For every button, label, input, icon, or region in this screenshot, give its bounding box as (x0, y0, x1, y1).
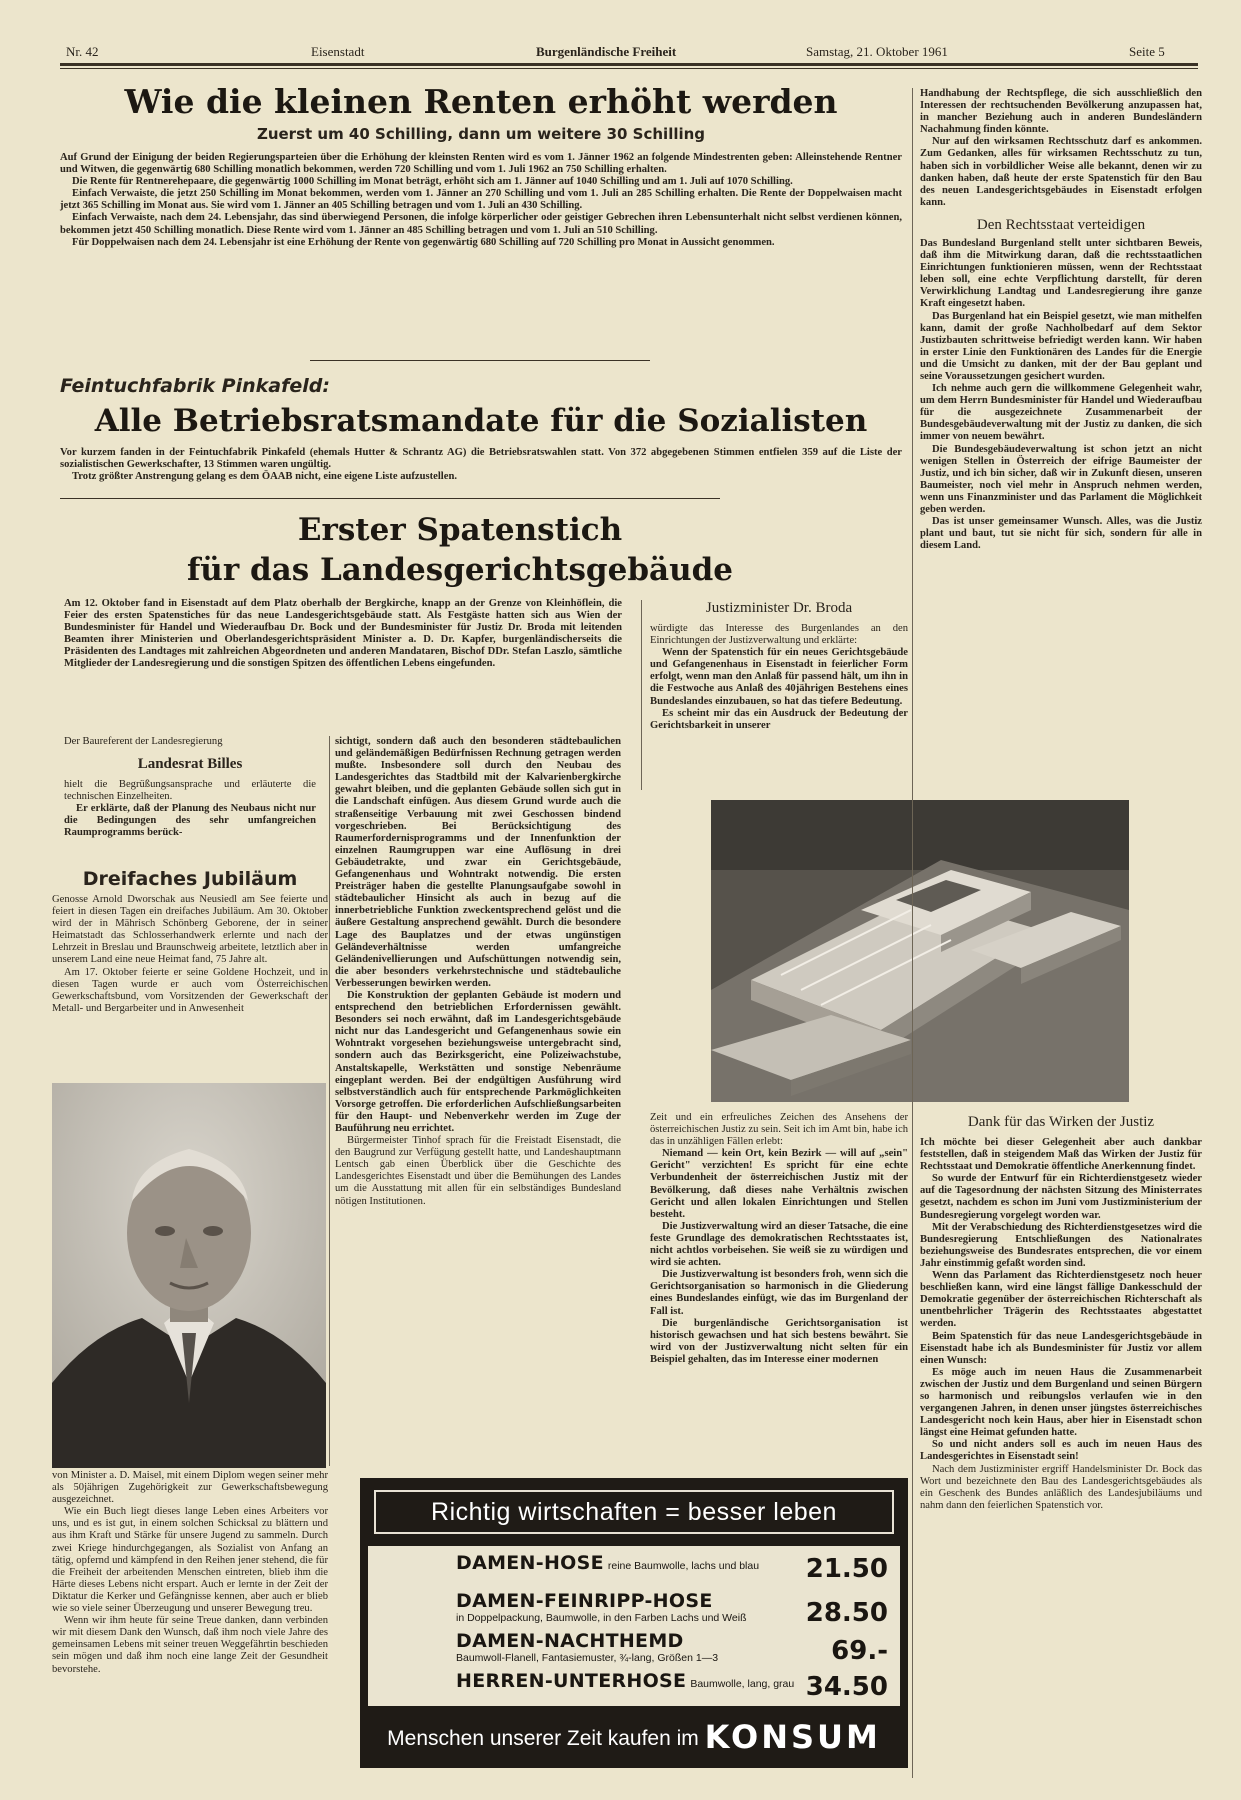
ad-item-desc: reine Baumwolle, lachs und blau (607, 1560, 760, 1572)
ad-slogan-bottom (368, 1714, 900, 1760)
right-paragraph: Beim Spatenstich für das neue Landesgerichtsgebäude in Eisenstadt habe ich als Bundesminister für Justiz vor allem einen Wunsch: (920, 1330, 1202, 1366)
right-paragraph: Wenn das Parlament das Richterdienstgesetz noch heuer beschließen kann, wird eine längst fällige Dankesschuld der Demokratie gegenüber der österreichischen Richterschaft als unentbehrlicher Trägerin des Rechtsstaates abgestattet werden. (920, 1270, 1202, 1330)
right-paragraph: Nur auf den wirksamen Rechtsschutz darf es ankommen. Zum Gedanken, alles für wirksamen Rechtsschutz zu tun, haben sich in vorbildlicher Weise alle bekannt, denen wir zu danken haben, daß heute der erste Spatenstich für den Bau des neuen Landesgerichtsgebäudes in Eisenstadt erfolgen kann. (920, 136, 1202, 208)
spatenstich-lead-text: Am 12. Oktober fand in Eisenstadt auf dem Platz oberhalb der Bergkirche, knapp an der Grenze von Kleinhöflein, die Feier des ersten Spatenstiches für das neue Landesgerichtsgebäude statt. Als Festgäste hatten sich aus Wien der Bundesminister für Handel und Wiederaufbau Dr. Bock und der Bundesminister für Justiz Dr. Broda mit leitenden Beamten ihrer Ministerien und Oberlandesgerichtspräsident Minister a. D. Dr. Kapfer, burgenländischerseits die Präsidenten des Landtages mit zahlreichen Abgeordneten und anderen Mandataren, Bischof DDr. Stefan Laszlo, sämtliche Mitglieder der Landesregierung und die sonstigen Spitzen des öffentlichen Lebens eingefunden. (64, 598, 622, 670)
column-rule (912, 88, 913, 1778)
subhead-dank: Dank für das Wirken der Justiz (967, 1114, 1155, 1130)
ad-item-price: 28.50 (805, 1598, 888, 1628)
ad-item (456, 1670, 888, 1706)
right-paragraph: Ich nehme auch gern die willkommene Gelegenheit wahr, um dem Herrn Bundesminister für Handel und Wiederaufbau für die ausgezeichnete Zusammenarbeit der Bundesgebäudeverwaltung mit der Justiz zu danken, die sich immer von neuem bewährt. (920, 383, 1202, 443)
spatenstich-col3-paragraph: Es scheint mir das ein Ausdruck der Bedeutung der Gerichtsbarkeit in unserer (650, 707, 908, 731)
spatenstich-col3b-paragraph: Zeit und ein erfreuliches Zeichen des Ansehens der österreichischen Justiz zu sein. Seit ich im Amt bin, habe ich das in unzähligen Fällen erlebt: (650, 1112, 908, 1148)
header-page: Seite 5 (1129, 44, 1165, 59)
ad-item-price: 69.- (831, 1636, 888, 1666)
feintuch-article (60, 375, 902, 483)
jubilaeum-paragraph: Genosse Arnold Dworschak aus Neusiedl am See feierte und feiert in diesen Tagen ein dreifaches Jubiläum. Am 30. Oktober wird der in Mährisch Schönberg Geborene, der in seiner Heimatstadt das Schlosserhandwerk erlernte und nach der Lehrzeit in Breslau und Braunschweig arbeitete, letztlich aber in unserem Land eine neue Heimat fand, 75 Jahre alt. (52, 894, 328, 966)
renten-paragraph: Für Doppelwaisen nach dem 24. Lebensjahr ist eine Erhöhung der Rente von gegenwärtig 680 Schilling auf 720 Schilling pro Monat in Aussicht genommen. (72, 236, 775, 248)
spatenstich-lead (64, 598, 622, 671)
jubilaeum-headline: Dreifaches Jubiläum (82, 868, 298, 890)
column-rule (641, 600, 642, 790)
right-paragraph: Es möge auch im neuen Haus die Zusammenarbeit zwischen der Justiz und dem Burgenland und seinen Bürgern so harmonisch und reibungslos verlaufen wie in den vergangenen Jahren, in denen unser jüngstes österreichisches Landesgericht noch kein Haus, aber hier in Eisenstadt schon längst eine Heimat gefunden hatte. (920, 1366, 1202, 1439)
ad-item-name: HERREN-UNTERHOSE (456, 1670, 687, 1692)
renten-headline: Wie die kleinen Renten erhöht werden (124, 82, 838, 121)
konsum-ad (360, 1478, 908, 1768)
jubilaeum-article (52, 868, 328, 1015)
ad-item-name: DAMEN-FEINRIPP-HOSE (456, 1590, 713, 1612)
column-rule (329, 736, 330, 1466)
spatenstich-col3b-paragraph: Die Justizverwaltung ist besonders froh, wenn sich die Gerichtsorganisation so harmonisch in die Gliederung eines Bundeslandes einfügt, wie das im Burgenland der Fall ist. (650, 1269, 908, 1317)
header-date: Samstag, 21. Oktober 1961 (806, 44, 948, 59)
spatenstich-col3b-paragraph: Die Justizverwaltung wird an dieser Tatsache, die eine feste Grundlage des demokratischen Rechtsstaates ist, nicht achtlos vorbeisehen. Sie weiß sie zu würdigen und wird sie achten. (650, 1220, 908, 1269)
spatenstich-col3-paragraph: Wenn der Spatenstich für ein neues Gerichtsgebäude und Gefangenenhaus in Eisenstadt in feierlicher Form erfolgt, wenn man den Anlaß für passend hält, um ihn in die Festwoche aus Anlaß des 40jährigen Bestehens eines Bundeslandes einzubauen, so hat das tiefere Bedeutung. (650, 647, 908, 707)
jubilaeum-paragraph: Am 17. Oktober feierte er seine Goldene Hochzeit, und in diesen Tagen wurde er auch vom Österreichischen Gewerkschaftsbund, vom Vorsitzenden der Gewerkschaft der Metall- und Bergarbeiter und in Anwesenheit (52, 966, 328, 1014)
spatenstich-col2-paragraph: Die Konstruktion der geplanten Gebäude ist modern und entsprechend den betrieblichen Erfordernissen gewählt. Besonders sei noch erwähnt, daß im Landesgerichtsgebäude nicht nur das Landesgericht und Gefangenenhaus sowie ein Wohntrakt vorgesehen beziehungsweise untergebracht sind, sondern auch das Bezirksgericht, eine Polizeiwachstube, Anstaltskapelle, Werkstätten und sonstige Nebenräume eingeplant werden. Bei der endgültigen Ausführung wird selbstverständlich auch für entsprechende Parkmöglichkeiten Vorsorge getroffen. Die erforderlichen Aufschließungsarbeiten für den Haupt- und Nebenverkehr werden im Zuge der Bauführung neu errichtet. (335, 989, 621, 1134)
spatenstich-headline-line1: Erster Spatenstich (297, 512, 623, 548)
header-city: Eisenstadt (311, 44, 365, 59)
spatenstich-col3 (650, 600, 908, 732)
spatenstich-headline (140, 510, 780, 590)
header-paper-name: Burgenländische Freiheit (536, 44, 677, 59)
ad-item-desc: Baumwolle, lang, grau (690, 1678, 795, 1690)
spatenstich-subhead-billes: Landesrat Billes (137, 756, 243, 773)
renten-paragraph: Einfach Verwaiste, nach dem 24. Lebensjahr, das sind überwiegend Personen, die infolge körperlicher oder geistiger Gebrechen ihren Lebensunterhalt nicht selbst verdienen können, bekommen jetzt 450 Schilling monatlich. Diese Rente wird vom 1. Jänner an 485 Schilling betragen und vom 1. Juli an 510 Schilling. (60, 212, 902, 236)
right-paragraph: So wurde der Entwurf für ein Richterdienstgesetz wieder auf die Tagesordnung der nächsten Sitzung des Ministerrates gesetzt, nachdem es schon im Juni vom Justizministerium der Bundesregierung vorgelegt worden war. (920, 1173, 1202, 1221)
ad-item-price: 34.50 (805, 1672, 888, 1702)
renten-paragraph: Einfach Verwaiste, die jetzt 250 Schilling im Monat bekommen, werden vom 1. Jänner an 270 Schilling und vom 1. Juli an 285 Schilling erhalten. Die Rente der Doppelwaisen macht jetzt 365 Schilling im Monat aus. Sie wird vom 1. Jänner an 405 Schilling betragen und vom 1. Juli an 430 Schilling. (60, 188, 902, 212)
section-divider (310, 360, 650, 361)
right-paragraph: Das ist unser gemeinsamer Wunsch. Alles, was die Justiz plant und baut, tut sie nicht für sich, sondern für alle in diesem Land. (920, 516, 1202, 552)
right-paragraph: Mit der Verabschiedung des Richterdienstgesetzes wird die Bundesregierung Entschließungen des Nationalrates beziehungsweise des Bundesrates entsprechen, die vor einem Jahr einstimmig gefaßt worden sind. (920, 1221, 1202, 1269)
right-paragraph: Handhabung der Rechtspflege, die sich ausschließlich den Interessen der rechtsuchenden Bevölkerung anzupassen hat, in mancher Beziehung auch in anderen Bundesländern Nachahmung finden könnte. (920, 88, 1202, 136)
jubilaeum-paragraph: Wie ein Buch liegt dieses lange Leben eines Arbeiters vor uns, und es ist gut, in einem solchen Schicksal zu blättern und aus ihm Kraft und Stärke für unsere Jugend zu sammeln. Durch zwei Kriege hindurchgegangen, als Sozialist von Anfang an tätig, opfernd und kämpfend in den Reihen jener stehend, die für die Freiheit der arbeitenden Menschen eintreten, blieb ihm die Härte dieses Lebens nicht erspart. Auch er lernte in der Zeit der Diktatur die Kerker und Gefängnisse kennen, aber auch er blieb wie so viele seiner Überzeugung und unserer Bewegung treu. (52, 1506, 328, 1615)
feintuch-paragraph: Vor kurzem fanden in der Feintuchfabrik Pinkafeld (ehemals Hutter & Schrantz AG) die Betriebsratswahlen statt. Von 372 abgegebenen Stimmen entfielen 359 auf die Liste der sozialistischen Gewerkschafter, 13 Stimmen waren ungültig. (60, 447, 902, 471)
renten-paragraph: Auf Grund der Einigung der beiden Regierungsparteien über die Erhöhung der kleinsten Renten wird es vom 1. Jänner 1962 an folgende Mindestrenten geben: Alleinstehende Rentner und Witwen, die gegenwärtig 680 Schilling monatlich bekommen, werden 720 Schilling und vom 1. Juli 1962 an 750 Schilling erhalten. (60, 152, 902, 176)
ad-item-name: DAMEN-NACHTHEMD (456, 1630, 684, 1652)
right-column-bottom (920, 1114, 1202, 1512)
spatenstich-intro: Der Baureferent der Landesregierung (64, 736, 223, 747)
issue-number: Nr. 42 (66, 44, 99, 59)
right-paragraph: Das Bundesland Burgenland stellt unter sichtbaren Beweis, daß ihm die Mitwirkung daran, daß die rechtsstaatlichen Einrichtungen funktionieren müssen, wenn der Rechtsstaat leben soll, eine echte Verpflichtung darstellt, für deren Verwirklichung Landtag und Landesregierung ihre ganze Kraft eingesetzt haben. (920, 237, 1202, 310)
spatenstich-col2-paragraph: Bürgermeister Tinhof sprach für die Freistadt Eisenstadt, die den Baugrund zur Verfügung gestellt hatte, und Landeshauptmann Lentsch gab einen Überblick über die Geschichte des Landesgerichtes Eisenstadt und über die Bemühungen des Landes um die Ausstattung mit allen für ein selbständiges Bundesland nötigen Institutionen. (335, 1135, 621, 1207)
spatenstich-headline-line2: für das Landesgerichtsgebäude (186, 552, 734, 588)
building-model-photo (711, 800, 1129, 1102)
ad-item-desc: in Doppelpackung, Baumwolle, in den Farben Lachs und Weiß (456, 1612, 747, 1624)
ad-items (368, 1546, 900, 1706)
portrait-photo (52, 1083, 326, 1468)
spatenstich-col1-paragraph: hielt die Begrüßungsansprache und erläuterte die technischen Einzelheiten. (64, 779, 316, 803)
ad-item (456, 1590, 888, 1626)
ad-item-desc: Baumwoll-Flanell, Fantasiemuster, ¾-lang, Größen 1—3 (456, 1652, 719, 1664)
jubilaeum-paragraph: Wenn wir ihm heute für seine Treue danken, dann verbinden wir mit diesem Dank den Wunsch, daß ihm noch viele Jahre des gemeinsamen Lebens mit seiner treuen Weggefährtin beschieden sein mögen und daß ihm noch eine lange Zeit der Gesundheit bevorstehe. (52, 1615, 328, 1675)
feintuch-kicker: Feintuchfabrik Pinkafeld: (60, 375, 330, 397)
ad-item-name: DAMEN-HOSE (456, 1552, 604, 1574)
page-header (66, 42, 1194, 62)
right-paragraph: Ich möchte bei dieser Gelegenheit aber auch dankbar feststellen, daß in steigendem Maß das Wirken der Justiz für Rechtsstaat und Demokratie öffentliche Anerkennung findet. (920, 1137, 1202, 1173)
right-paragraph: Die Bundesgebäudeverwaltung ist schon jetzt an nicht wenigen Stellen in Österreich der eifrige Baumeister der Justiz, und ich bin sicher, daß wir in Zukunft diesen, unseren Baumeister, noch viel mehr in Anspruch nehmen werden, wenn uns Finanzminister und das Parlament die Möglichkeit geben werden. (920, 443, 1202, 515)
spatenstich-subhead-broda: Justizminister Dr. Broda (705, 600, 853, 616)
feintuch-paragraph: Trotz größter Anstrengung gelang es dem ÖAAB nicht, eine eigene Liste aufzustellen. (72, 471, 457, 483)
jubilaeum-continued (52, 1470, 328, 1676)
feintuch-headline: Alle Betriebsratsmandate für die Sozialisten (94, 403, 868, 439)
renten-paragraph: Die Rente für Rentnerehepaare, die gegenwärtig 1000 Schilling im Monat beträgt, erhöht sich am 1. Jänner auf 1040 Schilling und am 1. Juli auf 1070 Schilling. (72, 176, 793, 188)
section-divider (60, 498, 720, 499)
spatenstich-col3b-paragraph: Niemand — kein Ort, kein Bezirk — will auf „sein" Gericht" verzichten! Es spricht für eine echte Verbundenheit der österreichischen Justiz mit der Bevölkerung, daß dieses nahe Verhältnis zwischen Gericht und allen lokalen Einrichtungen und Stellen besteht. (650, 1148, 908, 1220)
spatenstich-col1-paragraph: Er erklärte, daß der Planung des Neubaus nicht nur die Bedingungen des sehr umfangreichen Raumprogramms berück- (64, 803, 316, 839)
spatenstich-col1 (64, 736, 316, 840)
right-paragraph: So und nicht anders soll es auch im neuen Haus des Landesgerichtes in Eisenstadt sein! (920, 1439, 1202, 1463)
header-rule-thin (60, 68, 1198, 69)
right-paragraph: Nach dem Justizminister ergriff Handelsminister Dr. Bock das Wort und bezeichnete den Bau des Landesgerichtsgebäudes als ein Geschenk des Bundes anläßlich des Landesjubiläums und nahm dann den feierlichen Spatenstich vor. (920, 1463, 1202, 1511)
konsum-logo: KONSUM (704, 1718, 881, 1756)
ad-slogan-bottom-text: Menschen unserer Zeit kaufen im (387, 1727, 699, 1750)
right-paragraph: Das Burgenland hat ein Beispiel gesetzt, wie man mithelfen kann, damit der große Nachholbedarf auf dem Sektor Justizbauten schrittweise befriedigt werden kann. Wir haben in erster Linie den Funktionären des Landes für die Energie und die Umsicht zu danken, mit der der Bau geplant und seine Voraussetzungen gesichert wurden. (920, 310, 1202, 382)
spatenstich-col3b (650, 1112, 908, 1366)
subhead-rechtsstaat: Den Rechtsstaat verteidigen (976, 216, 1146, 233)
ad-slogan-top: Richtig wirtschaften = besser leben (374, 1490, 894, 1534)
renten-subhead: Zuerst um 40 Schilling, dann um weitere 30 Schilling (256, 125, 706, 143)
ad-item (456, 1630, 888, 1666)
spatenstich-col3b-paragraph: Die burgenländische Gerichtsorganisation ist historisch gewachsen und hat sich bestens bewährt. Sie wird von der Justizverwaltung nicht selten für ein Beispiel gehalten, das im Interesse einer modernen (650, 1317, 908, 1365)
ad-item-price: 21.50 (805, 1554, 888, 1584)
spatenstich-col2-paragraph: sichtigt, sondern daß auch den besonderen städtebaulichen und geländemäßigen Bedürfnissen Rechnung getragen werden mußte. Insbesondere soll durch den Neubau des Landesgerichtes das Stadtbild mit der Kalvarienbergkirche gewahrt bleiben, und die geplanten Gebäude sollen sich gut in die Landschaft einfügen. Aus diesem Grund wurde auch die straßenseitige Verbauung mit zwei Geschossen bindend vorgeschrieben. Bei Berücksichtigung des Raumerfordernisprogramms und der Innenfunktion der einzelnen Raumgruppen war eine Auflösung in drei Gebäudetrakte, und zwar ein Gerichtsgebäude, Gefangenenhaus und Wohntrakt notwendig. Die ersten Preisträger haben die gestellte Planungsaufgabe sowohl in städtebaulicher Hinsicht als auch in bezug auf die innerbetriebliche Funktion zweckentsprechend gelöst und die äußere Gestaltung ansprechend gewählt. Durch die besondere Lage des Bauplatzes und der etwas ungünstigen Geländeverhältnisse werden umfangreiche Geländenivellierungen und Aufschüttungen notwendig sein, die aber besonders verkehrstechnische und städtebauliche Verbesserungen bewirken werden. (335, 736, 621, 989)
header-rule (60, 63, 1198, 66)
renten-article (60, 82, 902, 249)
jubilaeum-paragraph: von Minister a. D. Maisel, mit einem Diplom wegen seiner mehr als 50jährigen Zugehörigkeit zur Gewerkschaftsbewegung ausgezeichnet. (52, 1470, 328, 1506)
spatenstich-col3-paragraph: würdigte das Interesse des Burgenlandes an den Einrichtungen der Justizverwaltung und erklärte: (650, 623, 908, 647)
ad-item (456, 1552, 888, 1588)
spatenstich-col2 (335, 736, 621, 1208)
right-column-top (920, 88, 1202, 552)
